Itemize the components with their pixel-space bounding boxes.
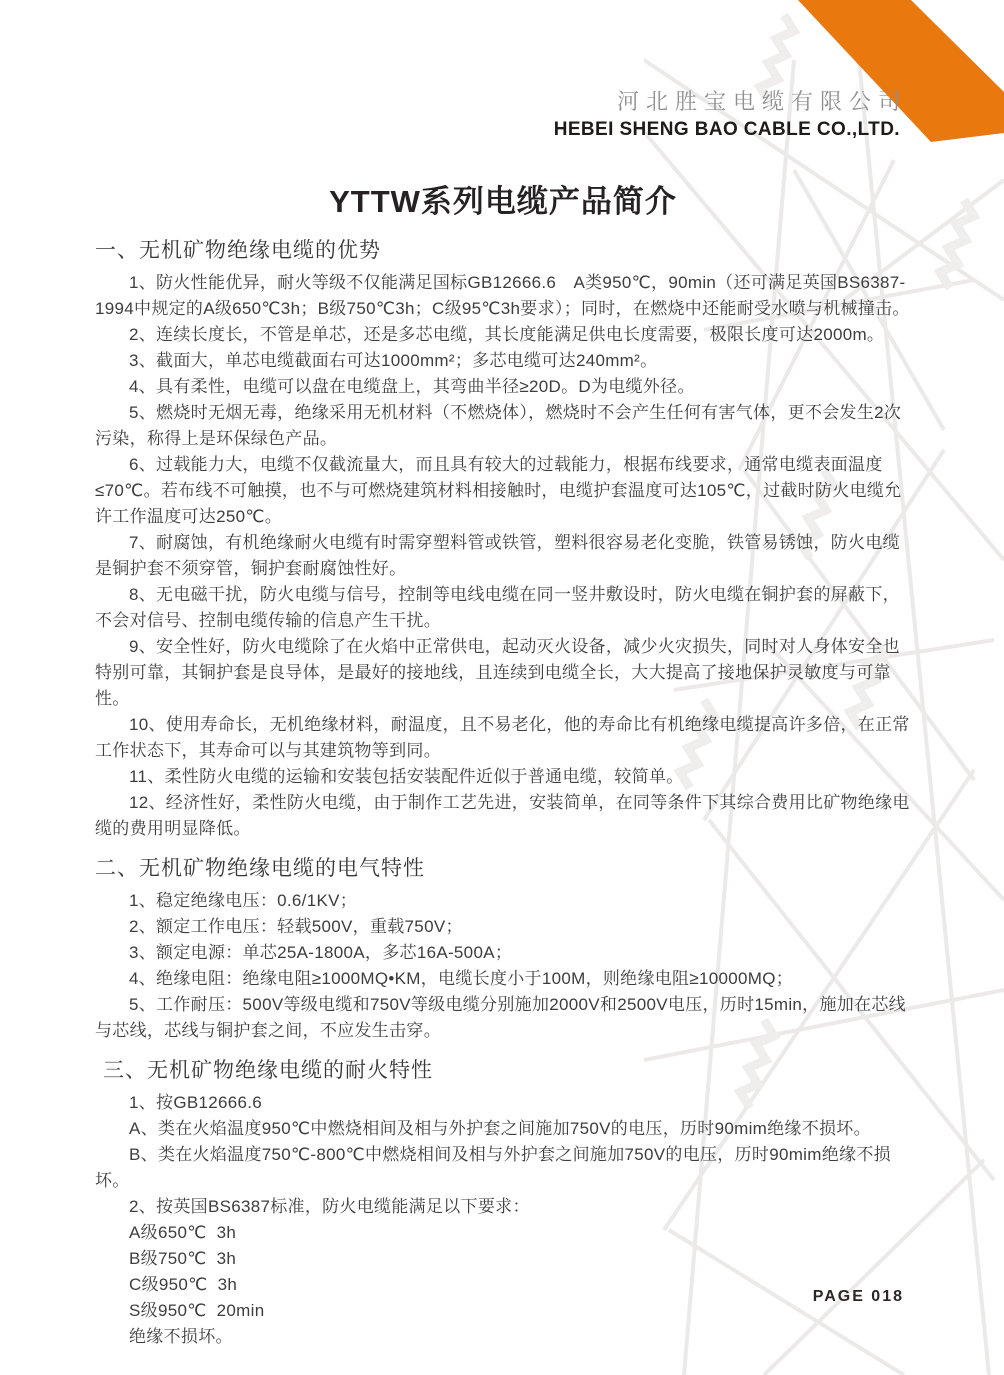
- section-heading-advantages: 一、无机矿物绝缘电缆的优势: [95, 239, 381, 262]
- advantage-paragraph: 1、防火性能优异，耐火等级不仅能满足国标GB12666.6 A类950℃，90min（还可满足英国BS6387-1994中规定的A级650℃3h；B级750℃3h；C级95℃3h要求）；同时，在燃烧中还能耐受水喷与机械撞击。: [95, 273, 910, 318]
- company-name-cn: 河北胜宝电缆有限公司: [616, 89, 907, 114]
- section-heading-fire-resistance: 三、无机矿物绝缘电缆的耐火特性: [103, 1059, 433, 1082]
- fire-paragraph: A、类在火焰温度950℃中燃烧相间及相与外护套之间施加750V的电压，历时90mim绝缘不损坏。: [129, 1119, 871, 1138]
- advantage-paragraph: 8、无电磁干扰，防火电缆与信号，控制等电线电缆在同一竖井敷设时，防火电缆在铜护套的屏蔽下，不会对信号、控制电缆传输的信息产生干扰。: [95, 585, 900, 630]
- electrical-paragraph: 4、绝缘电阻：绝缘电阻≥1000MQ•KM，电缆长度小于100M，则绝缘电阻≥10000MQ；: [129, 969, 794, 988]
- section-heading-electrical: 二、无机矿物绝缘电缆的电气特性: [95, 857, 425, 880]
- advantage-paragraph: 2、连续长度长，不管是单芯，还是多芯电缆，其长度能满足供电长度需要，极限长度可达2000m。: [129, 325, 885, 344]
- fire-paragraph: 2、按英国BS6387标准，防火电缆能满足以下要求：: [129, 1197, 530, 1216]
- document-body: [95, 183, 911, 1350]
- company-name-en: HEBEI SHENG BAO CABLE CO.,LTD.: [553, 119, 900, 140]
- fire-paragraph: B级750℃ 3h: [129, 1249, 237, 1268]
- advantage-paragraph: 11、柔性防火电缆的运输和安装包括安装配件近似于普通电缆，较简单。: [129, 767, 684, 786]
- advantage-paragraph: 5、燃烧时无烟无毒，绝缘采用无机材料（不燃烧体），燃烧时不会产生任何有害气体，更不会发生2次污染，称得上是环保绿色产品。: [95, 403, 902, 448]
- page-title: YTTW系列电缆产品简介: [329, 184, 677, 219]
- fire-paragraph: S级950℃ 20min: [129, 1301, 265, 1320]
- electrical-paragraph: 3、额定电源：单芯25A-1800A，多芯16A-500A；: [129, 943, 513, 962]
- fire-paragraph: C级950℃ 3h: [129, 1275, 238, 1294]
- electrical-paragraph: 1、稳定绝缘电压：0.6/1KV；: [129, 891, 358, 910]
- advantage-paragraph: 9、安全性好，防火电缆除了在火焰中正常供电，起动灭火设备，减少火灾损失，同时对人身体安全也特别可靠，其铜护套是良导体，是最好的接地线，且连续到电缆全长，大大提高了接地保护灵敏度与可靠性。: [95, 637, 900, 708]
- fire-paragraph: 1、按GB12666.6: [129, 1093, 263, 1112]
- page-number: PAGE 018: [812, 1288, 904, 1305]
- electrical-paragraph: 5、工作耐压：500V等级电缆和750V等级电缆分别施加2000V和2500V电压，历时15min，施加在芯线与芯线，芯线与铜护套之间，不应发生击穿。: [95, 995, 906, 1040]
- advantage-paragraph: 10、使用寿命长，无机绝缘材料，耐温度，且不易老化，他的寿命比有机绝缘电缆提高许多倍，在正常工作状态下，其寿命可以与其建筑物等到同。: [95, 715, 910, 760]
- fire-paragraph: 绝缘不损坏。: [129, 1327, 233, 1346]
- advantage-paragraph: 12、经济性好，柔性防火电缆，由于制作工艺先进，安装简单，在同等条件下其综合费用比矿物绝缘电缆的费用明显降低。: [95, 793, 910, 838]
- fire-paragraph: A级650℃ 3h: [129, 1223, 237, 1242]
- advantage-paragraph: 7、耐腐蚀，有机绝缘耐火电缆有时需穿塑料管或铁管，塑料很容易老化变脆，铁管易锈蚀，防火电缆是铜护套不须穿管，铜护套耐腐蚀性好。: [95, 533, 900, 578]
- advantage-paragraph: 4、具有柔性，电缆可以盘在电缆盘上，其弯曲半径≥20D。D为电缆外径。: [129, 377, 695, 396]
- electrical-paragraph: 2、额定工作电压：轻载500V，重载750V；: [129, 917, 463, 936]
- advantage-paragraph: 6、过载能力大，电缆不仅截流量大，而且具有较大的过载能力，根据布线要求，通常电缆表面温度≤70℃。若布线不可触摸，也不与可燃烧建筑材料相接触时，电缆护套温度可达105℃，过截时防火电缆允许工作温度可达250℃。: [95, 455, 902, 526]
- company-header: [553, 89, 907, 140]
- fire-paragraph: B、类在火焰温度750℃-800℃中燃烧相间及相与外护套之间施加750V的电压，历时90mim绝缘不损坏。: [95, 1145, 891, 1190]
- advantage-paragraph: 3、截面大，单芯电缆截面右可达1000mm²；多芯电缆可达240mm²。: [129, 351, 658, 370]
